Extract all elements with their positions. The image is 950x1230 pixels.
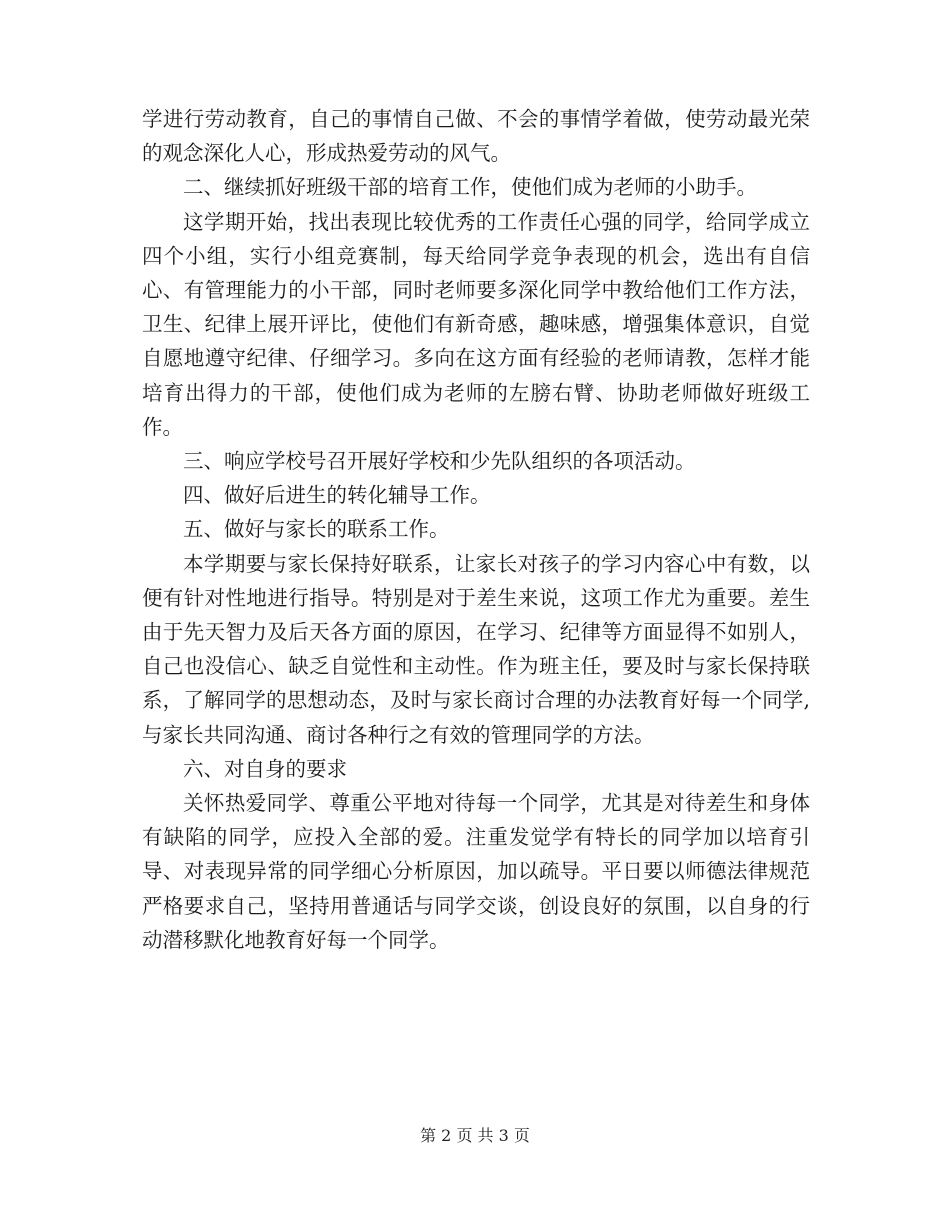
paragraph-self-requirements: 关怀热爱同学、尊重公平地对待每一个同学，尤其是对待差生和身体有缺陷的同学，应投入全部的爱。注重发觉学有特长的同学加以培育引导、对表现异常的同学细心分析原因，加以疏导。平日要以师德法律规范严格要求自己，坚持用普通话与同学交谈，创设良好的氛围，以自身的行动潜移默化地教育好每一个同学。 <box>142 791 810 952</box>
paragraph-parent-contact: 本学期要与家长保持好联系，让家长对孩子的学习内容心中有数，以便有针对性地进行指导。特别是对于差生来说，这项工作尤为重要。差生由于先天智力及后天各方面的原因，在学习、纪律等方面显得不如别人，自己也没信心、缺乏自觉性和主动性。作为班主任，要及时与家长保持联系，了解同学的思想动态，及时与家长商讨合理的办法教育好每一个同学,与家长共同沟通、商讨各种行之有效的管理同学的方法。 <box>142 551 810 747</box>
heading-item-2: 二、继续抓好班级干部的培育工作，使他们成为老师的小助手。 <box>183 175 757 200</box>
heading-item-4: 四、做好后进生的转化辅导工作。 <box>183 483 491 508</box>
paragraph-continuation: 学进行劳动教育，自己的事情自己做、不会的事情学着做，使劳动最光荣的观念深化人心，形成热爱劳动的风气。 <box>142 107 810 166</box>
page-number-label: 第 2 页 共 3 页 <box>420 1126 530 1145</box>
page-footer <box>0 1126 950 1146</box>
document-body <box>142 102 810 957</box>
paragraph-class-cadres: 这学期开始，找出表现比较优秀的工作责任心强的同学，给同学成立四个小组，实行小组竞赛制，每天给同学竞争表现的机会，选出有自信心、有管理能力的小干部，同时老师要多深化同学中教给他们工作方法，卫生、纪律上展开评比，使他们有新奇感，趣味感，增强集体意识，自觉自愿地遵守纪律、仔细学习。多向在这方面有经验的老师请教，怎样才能培育出得力的干部，使他们成为老师的左膀右臂、协助老师做好班级工作。 <box>142 209 810 439</box>
heading-item-6: 六、对自身的要求 <box>183 756 347 781</box>
heading-item-5: 五、做好与家长的联系工作。 <box>183 517 450 542</box>
heading-item-3: 三、响应学校号召开展好学校和少先队组织的各项活动。 <box>183 449 696 474</box>
